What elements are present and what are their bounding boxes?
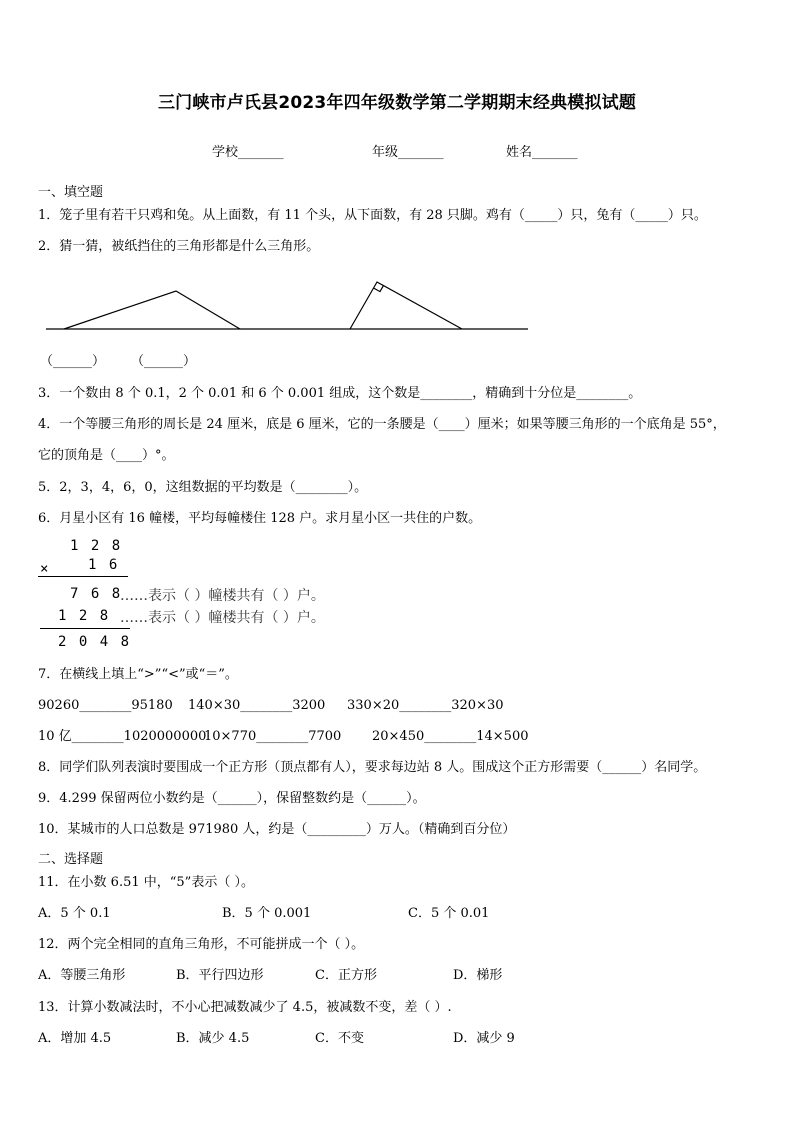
calc-line-2 xyxy=(40,628,130,629)
calc-result: 2 0 4 8 xyxy=(58,634,132,650)
section-choice: 二、选择题 xyxy=(38,852,104,867)
calc-row-16: 1 6 xyxy=(88,557,120,573)
q7-item-1: 90260________95180 xyxy=(38,698,173,713)
question-13: 13．计算小数减法时，不小心把减数减少了 4.5，被减数不变，差（ ）. xyxy=(38,1000,452,1015)
q7-item-5: 10×770________7700 xyxy=(204,729,342,744)
q12-option-b: B．平行四边形 xyxy=(176,968,264,983)
name-field: 姓名_______ xyxy=(506,145,578,160)
q12-option-d: D．梯形 xyxy=(453,968,503,983)
calc-note-1: ……表示（ ）幢楼共有（ ）户。 xyxy=(120,588,325,604)
question-12: 12．两个完全相同的直角三角形，不可能拼成一个（ ）。 xyxy=(38,937,365,952)
q13-option-d: D．减少 9 xyxy=(453,1031,515,1046)
question-4-line2: 它的顶角是（____）°。 xyxy=(38,448,175,463)
question-4-line1: 4．一个等腰三角形的周长是 24 厘米，底是 6 厘米，它的一条腰是（____）厘米；如果等腰三角形的一个底角是 55°， xyxy=(38,417,726,432)
calc-note-2: ……表示（ ）幢楼共有（ ）户。 xyxy=(120,610,325,626)
q7-item-3: 330×20________320×30 xyxy=(347,698,504,713)
calc-row-128: 1 2 8 xyxy=(70,538,123,554)
triangle-right xyxy=(350,282,462,329)
question-8: 8．同学们队列表演时要围成一个正方形（顶点都有人），要求每边站 8 人。围成这个正方形需要（______）名同学。 xyxy=(38,760,707,775)
q2-blank-left: （______） xyxy=(40,354,106,369)
q13-option-a: A．增加 4.5 xyxy=(38,1031,112,1046)
calc-line-1 xyxy=(38,576,128,577)
question-5: 5．2，3，4，6，0，这组数据的平均数是（________）。 xyxy=(38,480,368,495)
grade-field: 年级_______ xyxy=(372,145,444,160)
q13-option-c: C．不变 xyxy=(315,1031,364,1046)
q2-blank-right: （______） xyxy=(131,354,197,369)
q11-option-a: A．5 个 0.1 xyxy=(38,906,111,921)
section-fill-blank: 一、填空题 xyxy=(38,185,104,200)
q11-option-b: B．5 个 0.001 xyxy=(222,906,312,921)
question-6: 6．月星小区有 16 幢楼，平均每幢楼住 128 户。求月星小区一共住的户数。 xyxy=(38,511,482,526)
question-3: 3．一个数由 8 个 0.1，2 个 0.01 和 6 个 0.001 组成，这个数是________，精确到十分位是________。 xyxy=(38,386,642,401)
calc-row-128b: 1 2 8 xyxy=(58,608,111,624)
triangle-left xyxy=(64,291,240,329)
q7-item-4: 10 亿________1020000000 xyxy=(38,729,207,744)
question-1: 1．笼子里有若干只鸡和兔。从上面数，有 11 个头，从下面数，有 28 只脚。鸡有（_____）只，兔有（_____）只。 xyxy=(38,208,707,223)
times-sign: × xyxy=(40,561,51,577)
q7-item-2: 140×30________3200 xyxy=(188,698,326,713)
q12-option-c: C．正方形 xyxy=(315,968,377,983)
q12-option-a: A．等腰三角形 xyxy=(38,968,126,983)
question-7: 7．在横线上填上“>”“<”或“＝”。 xyxy=(38,667,238,682)
q7-item-6: 20×450________14×500 xyxy=(372,729,529,744)
q13-option-b: B．减少 4.5 xyxy=(176,1031,250,1046)
question-9: 9．4.299 保留两位小数约是（______），保留整数约是（______）。 xyxy=(38,791,426,806)
question-10: 10．某城市的人口总数是 971980 人，约是（_________）万人。（精确到百分位） xyxy=(38,822,516,837)
question-11: 11．在小数 6.51 中，“5”表示（ ）。 xyxy=(38,875,254,890)
page-title: 三门峡市卢氏县2023年四年级数学第二学期期末经典模拟试题 xyxy=(157,93,637,113)
q11-option-c: C．5 个 0.01 xyxy=(408,906,490,921)
question-2: 2．猜一猜，被纸挡住的三角形都是什么三角形。 xyxy=(38,239,320,254)
school-field: 学校_______ xyxy=(212,145,284,160)
calc-row-768: 7 6 8 xyxy=(70,586,123,602)
